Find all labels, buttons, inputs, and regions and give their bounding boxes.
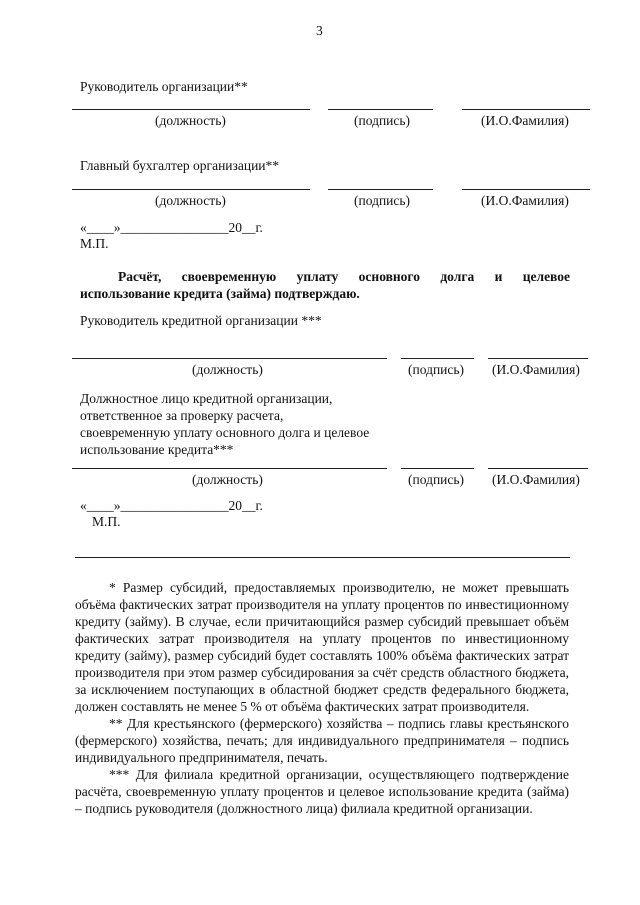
confirmation-line-1: Расчёт, своевременную уплату основного долга и целевое [118, 269, 570, 284]
footnote-3: *** Для филиала кредитной организации, осуществляющего подтверждение расчёта, своевременную уплату процентов и целевое использование кредита (займа) – подпись руководителя (должностного лица) филиала кредитной организации. [75, 767, 569, 816]
name-signature-line [462, 109, 590, 110]
head-of-organization-label: Руководитель организации** [80, 79, 248, 94]
name-caption: (И.О.Фамилия) [492, 472, 580, 487]
bank-official-line-3: своевременную уплату основного долга и целевое [80, 425, 370, 440]
stamp-place-label: М.П. [92, 514, 121, 529]
position-caption: (должность) [155, 193, 226, 208]
footnote-separator [75, 557, 570, 558]
footnote-2: ** Для крестьянского (фермерского) хозяйства – подпись главы крестьянского (фермерского) хозяйства, печать; для индивидуального предпринимателя – подпись индивидуального предпринимателя, печать. [75, 716, 569, 765]
signature-line [401, 358, 474, 359]
position-caption: (должность) [155, 113, 226, 128]
footnotes [75, 579, 569, 817]
position-caption: (должность) [192, 362, 263, 377]
position-signature-line [72, 468, 387, 469]
name-signature-line [488, 468, 588, 469]
name-signature-line [488, 358, 588, 359]
bank-official-line-1: Должностное лицо кредитной организации, [80, 391, 333, 406]
name-caption: (И.О.Фамилия) [492, 362, 580, 377]
signature-caption: (подпись) [408, 362, 465, 377]
chief-accountant-label: Главный бухгалтер организации** [80, 158, 280, 173]
position-caption: (должность) [192, 472, 263, 487]
bank-official-line-4: использование кредита*** [80, 442, 234, 457]
name-signature-line [462, 189, 590, 190]
signature-caption: (подпись) [354, 193, 411, 208]
signature-line [401, 468, 474, 469]
signature-line [328, 109, 433, 110]
date-line: «____»________________20__г. [80, 220, 263, 235]
signature-line [328, 189, 433, 190]
name-caption: (И.О.Фамилия) [481, 113, 569, 128]
page-number: 3 [316, 23, 323, 38]
name-caption: (И.О.Фамилия) [481, 193, 569, 208]
position-signature-line [72, 358, 387, 359]
stamp-place-label: М.П. [80, 236, 109, 251]
bank-head-label: Руководитель кредитной организации *** [80, 313, 322, 328]
confirmation-line-2: использование кредита (займа) подтверждаю. [80, 286, 360, 301]
date-line: «____»________________20__г. [80, 498, 263, 513]
position-signature-line [72, 189, 310, 190]
footnote-1: * Размер субсидий, предоставляемых производителю, не может превышать объёма фактических затрат производителя на уплату процентов по инвестиционному кредиту (займу). В случае, если причитающийся размер субсидий превышает объём фактических затрат производителя на уплату процентов по инвестиционному кредиту (займу), размер субсидий будет составлять 100% объёма фактических затрат производителя при этом размер субсидирования за счёт средств областного бюджета, за исключением поступающих в областной бюджет средств федерального бюджета, должен составлять не менее 5 % от объёма фактических затрат производителя. [75, 580, 569, 714]
bank-official-line-2: ответственное за проверку расчета, [80, 408, 284, 423]
signature-caption: (подпись) [354, 113, 411, 128]
position-signature-line [72, 109, 310, 110]
signature-caption: (подпись) [408, 472, 465, 487]
